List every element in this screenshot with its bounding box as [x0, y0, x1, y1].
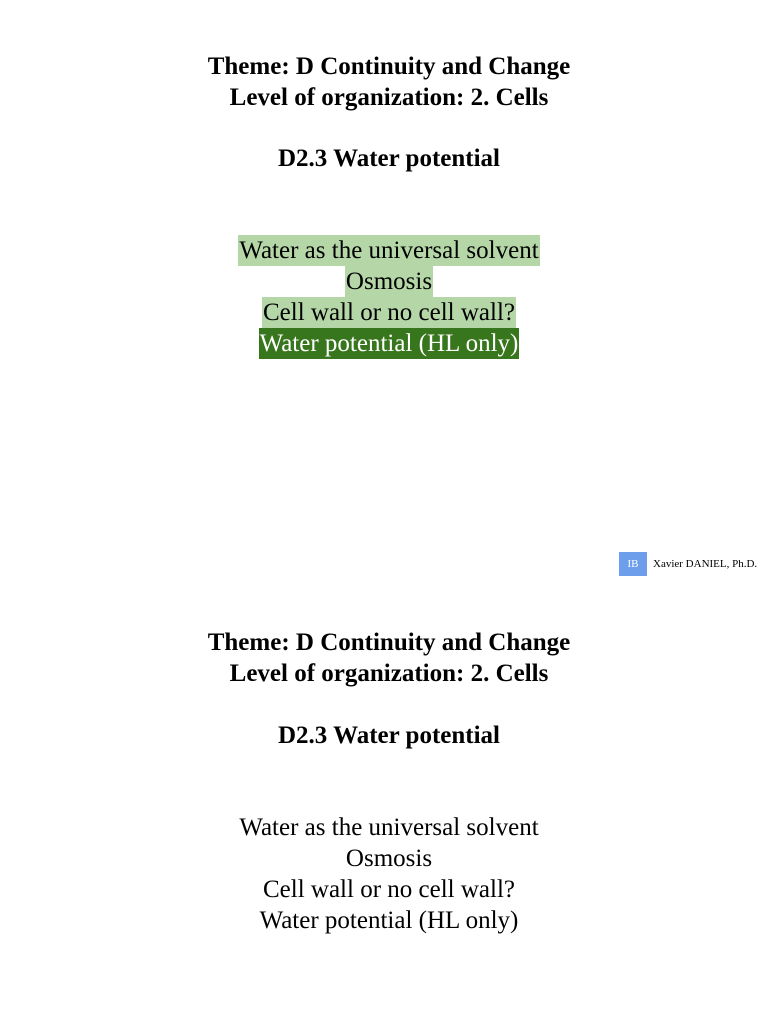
level-title: Level of organization: 2. Cells — [229, 660, 549, 687]
topic-item-current — [0, 328, 768, 359]
topic-item — [0, 843, 768, 874]
topic-list — [0, 812, 768, 936]
topic-label: Water as the universal solvent — [239, 814, 539, 841]
level-title: Level of organization: 2. Cells — [229, 84, 549, 111]
subtopic-title: D2.3 Water potential — [278, 722, 500, 749]
topic-item — [0, 235, 768, 266]
topic-label: Water potential (HL only) — [259, 330, 519, 357]
topic-item — [0, 874, 768, 905]
subtopic-title: D2.3 Water potential — [278, 145, 500, 172]
slide-2 — [0, 576, 768, 1024]
topic-label: Osmosis — [345, 845, 433, 872]
topic-item — [0, 266, 768, 297]
author-credit: Xavier DANIEL, Ph.D. — [653, 558, 758, 570]
topic-list — [0, 235, 768, 359]
topic-label: Osmosis — [345, 268, 433, 295]
topic-label: Water potential (HL only) — [259, 907, 519, 934]
theme-title: Theme: D Continuity and Change — [207, 53, 571, 80]
footer — [619, 552, 757, 576]
ib-logo: IB — [619, 552, 647, 576]
topic-label: Cell wall or no cell wall? — [262, 876, 515, 903]
topic-item — [0, 905, 768, 936]
theme-title: Theme: D Continuity and Change — [207, 629, 571, 656]
topic-label: Cell wall or no cell wall? — [262, 299, 515, 326]
topic-label: Water as the universal solvent — [239, 237, 539, 264]
topic-item — [0, 812, 768, 843]
topic-item — [0, 297, 768, 328]
